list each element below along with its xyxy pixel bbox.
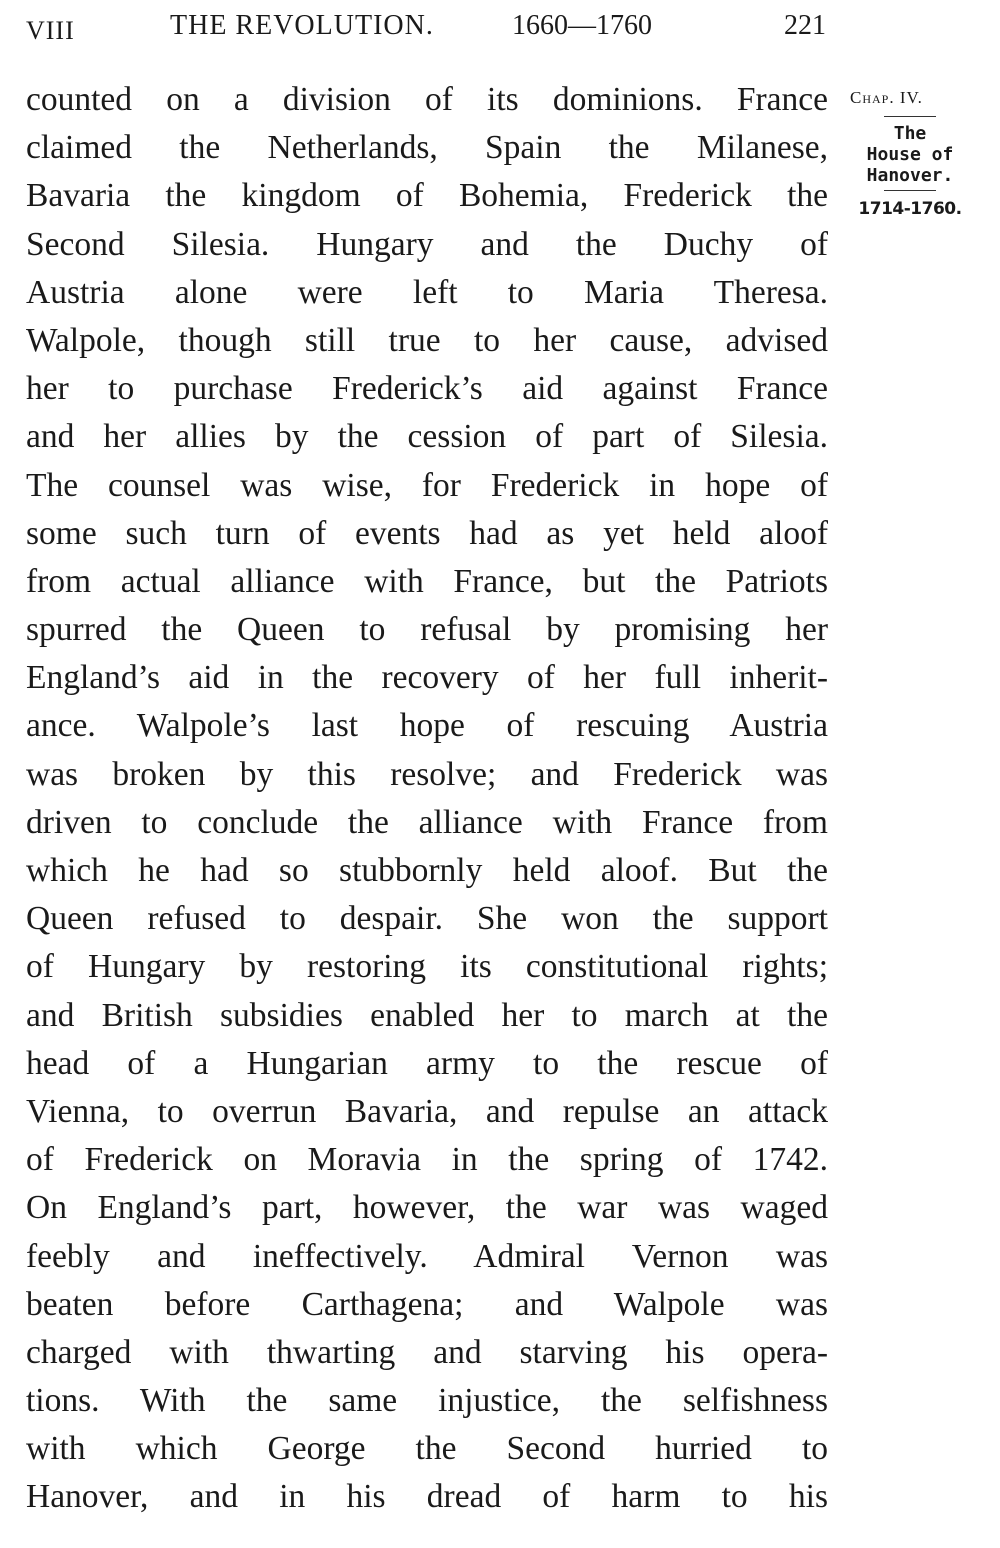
text-line: On England’s part, however, the war was waged [26, 1189, 828, 1227]
margin-divider [884, 116, 936, 117]
text-line: some such turn of events had as yet held aloof [26, 514, 828, 552]
text-line: feebly and ineffectively. Admiral Vernon was [26, 1237, 828, 1275]
margin-years: 1714-1760. [858, 199, 962, 219]
margin-divider [884, 190, 936, 191]
text-line: England’s aid in the recovery of her full inherit- [26, 659, 828, 697]
text-line: Austria alone were left to Maria Theresa. [26, 273, 828, 311]
text-line: and her allies by the cession of part of Silesia. [26, 418, 828, 456]
margin-topic-line: The [893, 123, 927, 144]
text-line: Walpole, though still true to her cause, advised [26, 321, 828, 359]
text-line: charged with thwarting and starving his opera- [26, 1333, 828, 1371]
text-line: and British subsidies enabled her to march at the [26, 996, 828, 1034]
text-line: Hanover, and in his dread of harm to his [26, 1478, 828, 1516]
text-line: ance. Walpole’s last hope of rescuing Austria [26, 707, 828, 745]
text-line: head of a Hungarian army to the rescue of [26, 1044, 828, 1082]
text-line: tions. With the same injustice, the selfishness [26, 1382, 828, 1420]
running-header [26, 8, 826, 48]
text-line: Second Silesia. Hungary and the Duchy of [26, 225, 828, 263]
text-line: was broken by this resolve; and Frederick was [26, 755, 828, 793]
text-line: of Frederick on Moravia in the spring of 1742. [26, 1141, 828, 1179]
text-line: beaten before Carthagena; and Walpole was [26, 1285, 828, 1323]
text-line: of Hungary by restoring its constitutional rights; [26, 948, 828, 986]
text-line: claimed the Netherlands, Spain the Milanese, [26, 129, 828, 167]
page-number: 221 [784, 10, 826, 41]
text-line: her to purchase Frederick’s aid against France [26, 370, 828, 408]
text-line: The counsel was wise, for Frederick in hope of [26, 466, 828, 504]
margin-notes [850, 88, 970, 219]
text-line: which he had so stubbornly held aloof. But the [26, 852, 828, 889]
text-line: Vienna, to overrun Bavaria, and repulse an attack [26, 1092, 828, 1130]
margin-topic-line: House of [866, 144, 954, 165]
body-text [26, 76, 828, 1522]
text-line: spurred the Queen to refusal by promising her [26, 611, 828, 649]
text-line: Queen refused to despair. She won the support [26, 900, 828, 938]
chapter-label: Chap. IV. [850, 88, 923, 107]
running-title: THE REVOLUTION. [170, 10, 434, 41]
text-line: Bavaria the kingdom of Bohemia, Frederick the [26, 177, 828, 215]
text-line: from actual alliance with France, but the Patriots [26, 562, 828, 600]
margin-topic-line: Hanover. [866, 165, 954, 186]
running-years: 1660—1760 [512, 10, 652, 41]
text-line: driven to conclude the alliance with France from [26, 803, 828, 841]
section-number: VIII [26, 16, 75, 45]
text-line: with which George the Second hurried to [26, 1430, 828, 1468]
text-line: counted on a division of its dominions. France [26, 81, 828, 118]
